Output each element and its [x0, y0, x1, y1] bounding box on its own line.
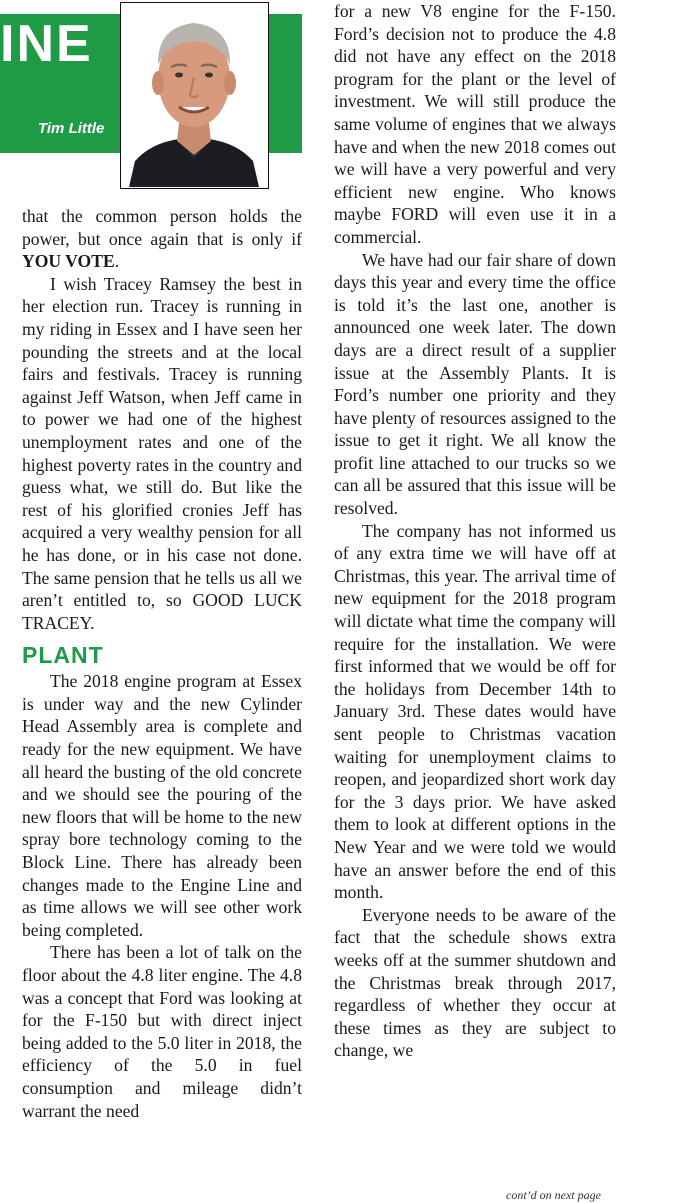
paragraph-v8-engine: for a new V8 engine for the F-150. Ford’s decision not to produce the 4.8 did not have any effect on the 2018 program for the plant or the level of investment. We will still produce the same volume of engines that we always have and when the new 2018 comes out we will have a very powerful and very efficient new engine. Who knows maybe FORD will even use it in a commercial.: [334, 1, 616, 247]
section-heading-plant: PLANT: [22, 642, 104, 669]
paragraph-tracey: I wish Tracey Ramsey the best in her election run. Tracey is running in my riding in Essex and I have seen her pounding the streets and at the local fairs and festivals. Tracey is running against Jeff Watson, when Jeff came in to power we had one of the highest unemployment rates and one of the highest poverty rates in the country and guess what, we still do. But like the rest of his glorified cronies Jeff has acquired a very wealthy pension for all he has done, or in his case not done. The same pension that he tells us all we aren’t entitled to, so GOOD LUCK TRACEY.: [22, 273, 302, 633]
right-column: [334, 0, 616, 1062]
continued-note: cont’d on next page: [506, 1188, 601, 1202]
author-portrait-image: [121, 3, 267, 187]
paragraph-christmas: The company has not informed us of any extra time we will have off at Christmas, this year. The arrival time of new equipment for the 2018 program will dictate what time the company will require for the installation. We were first informed that we would be off for the holidays from December 14th to January 3rd. These dates would have sent people to Christmas vacation waiting for unemployment claims to reopen, and jeopardized short work day for the 3 days prior. We have asked them to look at different options in the New Year and we were told we would have an answer before the end of this month.: [334, 520, 616, 903]
you-vote-emphasis: YOU VOTE: [22, 251, 115, 272]
paragraph-text: that the common person holds the power, but once again that is only if: [22, 206, 302, 249]
author-name: Tim Little: [38, 120, 105, 137]
paragraph-4-8-engine: There has been a lot of talk on the floor about the 4.8 liter engine. The 4.8 was a concept that Ford was looking at for the F-150 but with direct inject being added to the 5.0 liter in 2018, the efficiency of the 5.0 in fuel consumption and mileage didn’t warrant the need: [22, 942, 302, 1121]
paragraph-text-end: .: [114, 251, 120, 272]
paragraph-down-days: We have had our fair share of down days this year and every time the office is told it’s the last one, another is announced one week later. The down days are a direct result of a supplier issue at the Assembly Plants. It is Ford’s number one priority and they have plenty of resources assigned to the issue to get it right. We all know the profit line attached to our trucks so we can all be assured that this issue will be resolved.: [334, 249, 616, 519]
paragraph-schedule: Everyone needs to be aware of the fact that the schedule shows extra weeks off at the summer shutdown and the Christmas break through 2017, regardless of whether they occur at these times as they are subject to change, we: [334, 904, 616, 1061]
left-column: [22, 205, 302, 1122]
paragraph-engine-program: The 2018 engine program at Essex is under way and the new Cylinder Head Assembly area is complete and ready for the new equipment. We have all heard the busting of the old concrete and we should see the pouring of the new floors that will be home to the new spray bore technology coming to the Block Line. There has already been changes made to the Engine Line and as time allows we will see other work being completed.: [22, 671, 302, 940]
column-title: INE: [0, 15, 93, 73]
author-photo: [120, 2, 269, 189]
paragraph-vote: [22, 205, 302, 273]
